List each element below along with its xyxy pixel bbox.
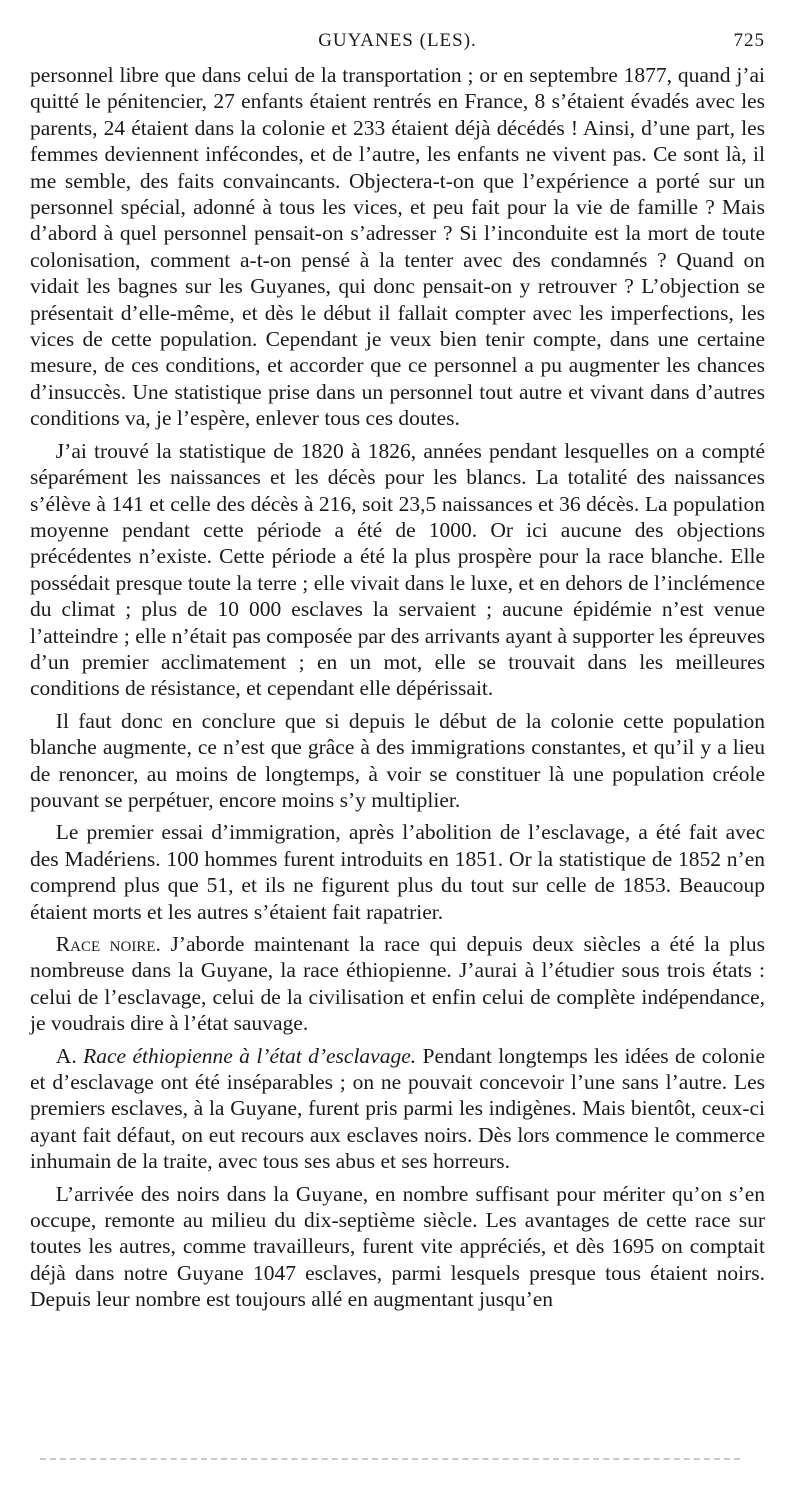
paragraph-5 — [30, 931, 765, 1037]
footer-divider — [40, 1458, 740, 1460]
running-header — [30, 30, 765, 56]
paragraph-4 — [30, 819, 765, 925]
paragraph-7 — [30, 1181, 765, 1313]
page-number: 725 — [733, 30, 765, 51]
running-title: GUYANES (LES). — [318, 30, 477, 51]
paragraph-text: Il faut donc en conclure que si depuis le début de la colonie cette population blanche augmente, ce n’est que grâce à des immigrations constantes, et qu’il y a lieu de renoncer, au moins de longtemps, à voir se constituer là une population créole pouvant se perpétuer, encore moins s’y multiplier. — [30, 708, 765, 812]
paragraph-1 — [30, 62, 765, 432]
paragraph-6 — [30, 1043, 765, 1175]
section-lead: Race éthiopienne à l’état d’esclavage. — [83, 1043, 417, 1068]
section-lead: Race noire. — [55, 932, 161, 956]
paragraph-text: L’arrivée des noirs dans la Guyane, en nombre suffisant pour mériter qu’on s’en occupe, remonte au milieu du dix-septième siècle. Les avantages de cette race sur toutes les autres, comme travailleurs, furent vite appréciés, et dès 1695 on comptait déjà dans notre Guyane 1047 esclaves, parmi lesquels presque tous étaient noirs. Depuis leur nombre est toujours allé en augmentant jusqu’en — [30, 1181, 765, 1312]
paragraph-text: J’ai trouvé la statistique de 1820 à 1826, années pendant lesquelles on a compté séparément les naissances et les décès pour les blancs. La totalité des naissances s’élève à 141 et celle des décès à 216, soit 23,5 naissances et 36 décès. La population moyenne pendant cette période a été de 1000. Or ici aucune des objections précédentes n’existe. Cette période a été la plus prospère pour la race blanche. Elle possédait presque toute la terre ; elle vivait dans le luxe, et en dehors de l’inclémence du climat ; plus de 10 000 esclaves la servaient ; aucune épidémie n’est venue l’atteindre ; elle n’était pas composée par des arrivants ayant à supporter les épreuves d’un premier acclimatement ; en un mot, elle se trouvait dans les meilleures conditions de résistance, et cependant elle dépérissait. — [30, 438, 765, 701]
paragraph-text: J’aborde maintenant la race qui depuis deux siècles a été la plus nombreuse dans la Guyane, la race éthiopienne. J’aurai à l’étudier sous trois états : celui de l’esclavage, celui de la civilisation et enfin celui de complète indépendance, je voudrais dire à l’état sauvage. — [30, 932, 765, 1036]
paragraph-3 — [30, 708, 765, 814]
paragraph-2 — [30, 438, 765, 702]
paragraph-text: Pendant longtemps les idées de colonie et d’esclavage ont été inséparables ; on ne pouvait concevoir l’une sans l’autre. Les premiers esclaves, à la Guyane, furent pris parmi les indigènes. Mais bientôt, ceux-ci ayant fait défaut, on eut recours aux esclaves noirs. Dès lors commence le commerce inhumain de la traite, avec tous ses abus et ses horreurs. — [30, 1043, 766, 1174]
section-prefix: A. — [55, 1043, 84, 1068]
paragraph-text: personnel libre que dans celui de la transportation ; or en septembre 1877, quand j’ai quitté le pénitencier, 27 enfants étaient rentrés en France, 8 s’étaient évadés avec les parents, 24 étaient dans la colonie et 233 étaient déjà décédés ! Ainsi, d’une part, les femmes deviennent infécondes, et de l’autre, les enfants ne vivent pas. Ce sont là, il me semble, des faits convaincants. Objectera-t-on que l’expérience a porté sur un personnel spécial, adonné à tous les vices, et peu fait pour la vie de famille ? Mais d’abord à quel personnel pensait-on s’adresser ? Si l’inconduite est la mort de toute colonisation, comment a-t-on pensé à la tenter avec des condamnés ? Quand on vidait les bagnes sur les Guyanes, qui donc pensait-on y retrouver ? L’objection se présentait d’elle-même, et dès le début il fallait compter avec les imperfections, les vices de cette population. Cependant je veux bien tenir compte, dans une certaine mesure, de ces conditions, et accorder que ce personnel a pu augmenter les chances d’insuccès. Une statistique prise dans un personnel tout autre et vivant dans d’autres conditions va, je l’espère, enlever tous ces doutes. — [30, 63, 765, 431]
paragraph-text: Le premier essai d’immigration, après l’abolition de l’esclavage, a été fait avec des Madériens. 100 hommes furent introduits en 1851. Or la statistique de 1852 n’en comprend plus que 51, et ils ne figurent plus du tout sur celle de 1853. Beaucoup étaient morts et les autres s’étaient fait rapatrier. — [30, 820, 765, 924]
body-text — [30, 62, 765, 1319]
